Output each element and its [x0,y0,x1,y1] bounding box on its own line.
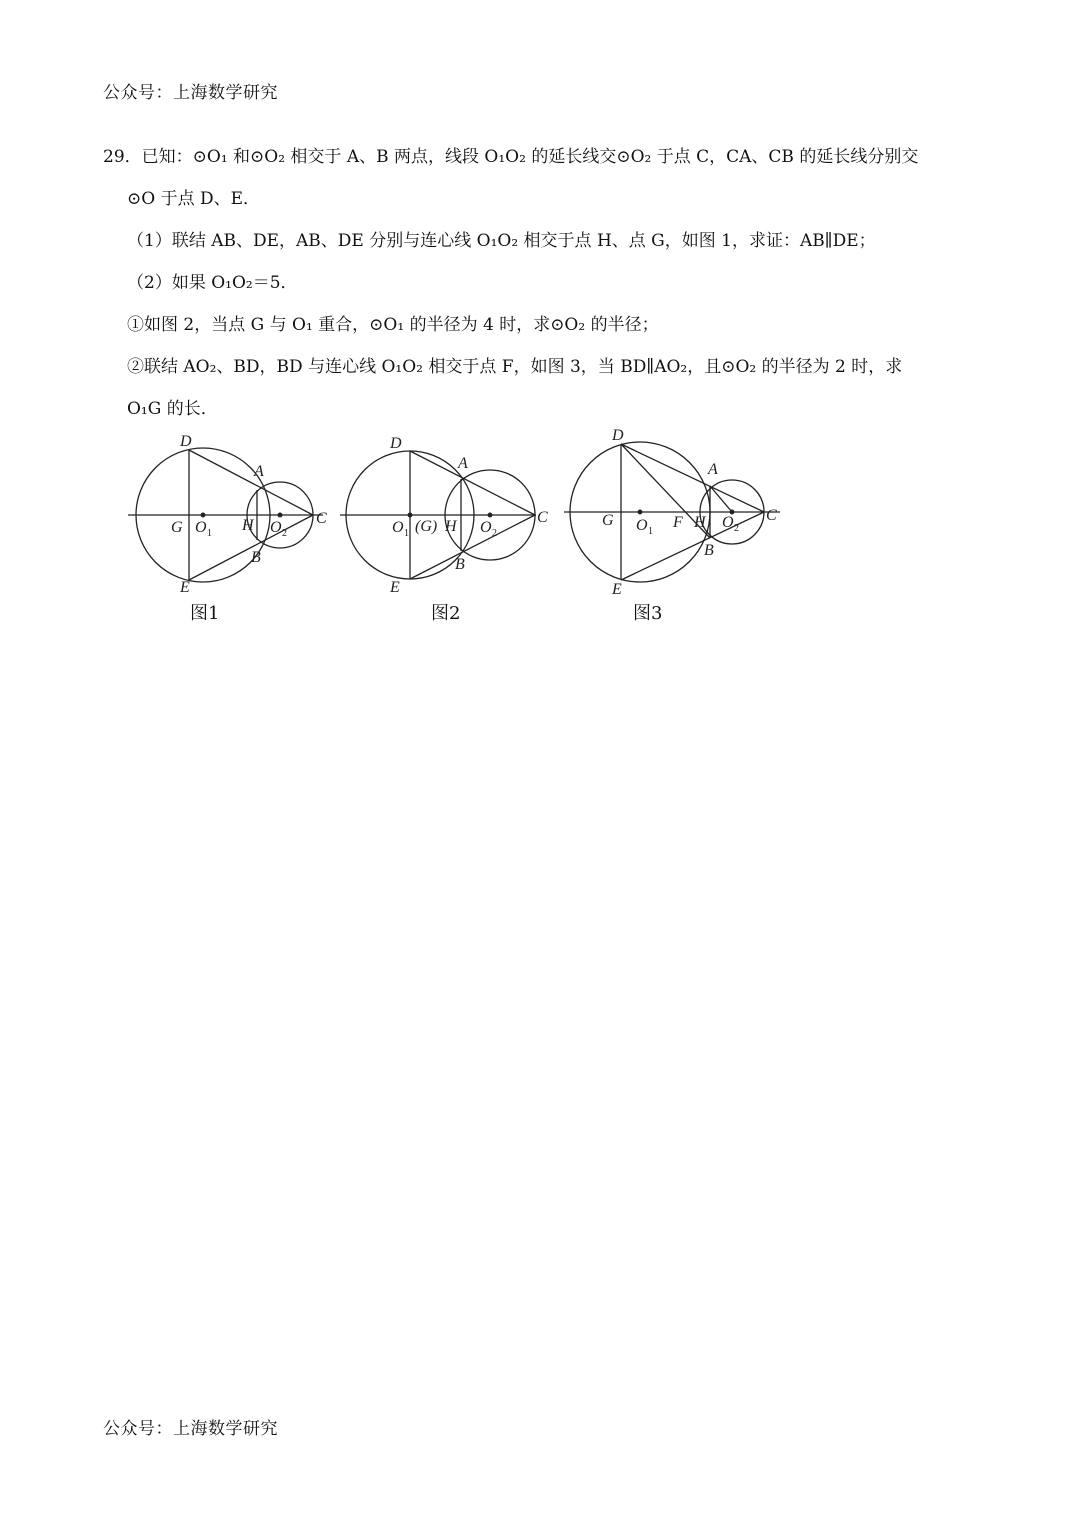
fig3-label-f: F [673,514,683,531]
fig3-label-o2: O [722,514,734,531]
part-2-sub-2: ②联结 AO₂、BD，BD 与连心线 O₁O₂ 相交于点 F，如图 3，当 BD∥AO₂，且⊙O₂ 的半径为 2 时，求 [127,357,903,377]
fig1-point-o1 [201,513,205,517]
fig2-label-o1-sub: 1 [404,528,409,539]
fig1-label-o2: O [270,519,282,536]
fig2-label-o2-sub: 2 [492,528,497,539]
fig1-label-o2-sub: 2 [282,528,287,539]
fig1-label-d: D [180,433,192,450]
fig2-label-h: H [445,518,457,535]
fig2-point-o1 [408,513,412,517]
fig1-label-a: A [254,463,264,480]
fig2-label-g: (G) [415,518,438,535]
fig3-label-b: B [704,542,714,559]
fig1-point-o2 [278,513,282,517]
figures-row [118,424,798,634]
part-2-sub-2-cont: O₁G 的长． [127,399,218,419]
figure-1 [128,433,327,596]
fig3-label-o1: O [636,517,648,534]
fig2-label-o2: O [480,519,492,536]
fig3-label-d: D [612,427,624,444]
figure-1-caption: 图1 [190,603,220,624]
fig1-label-h: H [242,517,254,534]
part-2-sub-1: ①如图 2，当点 G 与 O₁ 重合，⊙O₁ 的半径为 4 时，求⊙O₂ 的半径； [127,315,659,335]
fig1-label-e: E [180,579,190,596]
fig1-label-b: B [251,549,261,566]
fig2-segment-dc [410,451,535,515]
fig3-label-a: A [708,461,718,478]
fig1-label-c: C [316,510,327,527]
fig3-point-o1 [638,510,642,514]
problem-statement-line1: 29．已知：⊙O₁ 和⊙O₂ 相交于 A、B 两点，线段 O₁O₂ 的延长线交⊙O₂ 于点 C，CA、CB 的延长线分别交 [103,147,919,167]
fig2-point-o2 [488,513,492,517]
fig2-label-c: C [537,509,548,526]
figure-3-caption: 图3 [633,603,663,624]
fig3-label-g: G [602,512,614,529]
fig1-label-o1-sub: 1 [207,528,212,539]
figure-2-caption: 图2 [431,603,461,624]
fig1-segment-dc [189,450,313,515]
fig1-label-o1: O [195,519,207,536]
geometry-figures [118,424,798,599]
fig1-label-g: G [171,519,183,536]
fig3-label-h: H [694,514,706,531]
fig3-label-c: C [766,507,777,524]
fig2-label-a: A [458,455,468,472]
fig3-segment-dc [621,444,764,512]
fig3-label-o1-sub: 1 [648,526,653,537]
part-1: （1）联结 AB、DE，AB、DE 分别与连心线 O₁O₂ 相交于点 H、点 G，如图 1，求证：AB∥DE； [127,231,876,251]
fig3-label-e: E [612,581,622,598]
problem-statement-line2: ⊙O 于点 D、E． [127,189,261,209]
fig3-label-o2-sub: 2 [734,523,739,534]
figure-3 [564,427,780,598]
problem-29 [103,136,983,430]
figure-2 [340,435,548,596]
fig2-label-o1: O [392,519,404,536]
page-footer: 公众号：上海数学研究 [103,1419,278,1439]
fig2-label-e: E [390,579,400,596]
page-header: 公众号：上海数学研究 [103,83,278,103]
part-2: （2）如果 O₁O₂＝5． [127,273,298,293]
fig2-label-b: B [455,556,465,573]
fig3-segment-ao2 [710,486,732,512]
fig2-label-d: D [390,435,402,452]
